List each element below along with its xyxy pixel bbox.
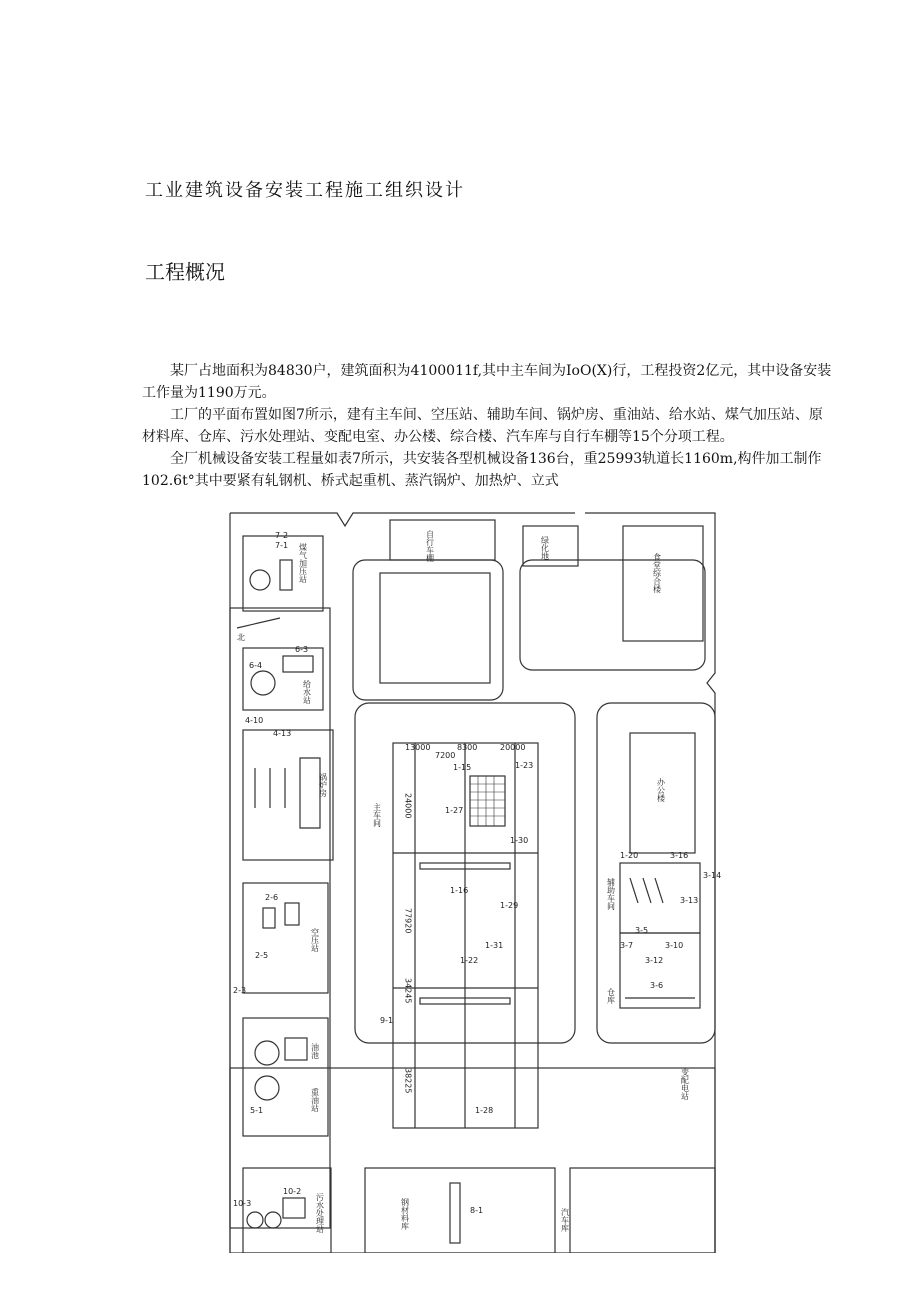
boilers	[255, 758, 320, 828]
tag-1-28: 9-1	[380, 1016, 394, 1025]
tag-1-31: 1-30	[510, 836, 529, 845]
oil-station-building	[243, 1018, 328, 1136]
tag-9-1: 3-6	[650, 981, 664, 990]
paragraph-3: 全厂机械设备安装工程量如表7所示，共安装各型机械设备136台，重25993轨道长1160m,构件加工制作102.6t°其中要紧有轧钢机、桥式起重机、蒸汽锅炉、加热炉、立式	[142, 451, 822, 489]
paragraph-area-3	[142, 448, 834, 492]
dim-77920: 77920	[403, 908, 413, 934]
canteen-label: 食堂综合楼	[652, 553, 662, 593]
aux-workshop-label: 辅助车间	[606, 878, 616, 910]
tag-2-6: 2-6	[265, 893, 279, 902]
green-label: 绿化地	[540, 536, 550, 560]
garage-building	[570, 1168, 715, 1253]
substation-label: 变配电站	[680, 1068, 690, 1100]
oil-tank-1	[255, 1041, 279, 1065]
tag-1-20: 1-15	[453, 763, 472, 772]
north-arrow	[237, 618, 280, 628]
north-label: 北	[237, 633, 245, 642]
tag-3-6: 3-5	[635, 926, 649, 935]
water-pumps	[283, 656, 313, 672]
compressor-station-label: 空压站	[310, 928, 320, 952]
tag-5-1: 5-1	[250, 1106, 264, 1115]
road-block-left	[230, 608, 330, 1228]
paragraph-area-2	[142, 404, 834, 448]
water-tank	[251, 671, 275, 695]
rolling-mill-grid-lines	[470, 776, 505, 826]
mid-top-building	[380, 573, 490, 683]
section-heading: 工程概况	[145, 260, 225, 284]
raw-material-crane	[450, 1183, 460, 1243]
rolling-mill-grid	[470, 776, 505, 826]
sewage-station-label: 污水处理站	[315, 1193, 325, 1233]
tag-1-23: 1-22	[460, 956, 479, 965]
tag-4-10: 4-10	[245, 716, 264, 725]
paragraph-2: 工厂的平面布置如图7所示，建有主车间、空压站、辅助车间、锅炉房、重油站、给水站、煤气加压站、原材料库、仓库、污水处理站、变配电室、办公楼、综合楼、汽车库与自行车棚等15个分项工程。	[142, 407, 823, 445]
tag-1-15: 1-16	[450, 886, 469, 895]
oil-pool-label: 油池	[310, 1043, 320, 1059]
tag-1-27: 1-23	[515, 761, 534, 770]
dim-13000: 13000	[405, 743, 431, 752]
gas-station-label: 煤气加压站	[298, 543, 308, 583]
raw-material-label: 钢材料库	[400, 1198, 410, 1230]
garage-label: 汽车库	[560, 1208, 570, 1232]
tag-4-13: 4-13	[273, 729, 292, 738]
tag-8-1: 8-1	[470, 1206, 484, 1215]
tag-2-5: 2-5	[255, 951, 269, 960]
paragraph-1: 某厂占地面积为84830户，建筑面积为4100011f,其中主车间为IoO(X)行，工程投资2亿元，其中设备安装工作量为1190万元。	[142, 363, 832, 401]
tag-3-10: 3-12	[645, 956, 664, 965]
dim-38225: 38225	[403, 1068, 413, 1094]
document-title: 工业建筑设备安装工程施工组织设计	[145, 180, 465, 201]
tag-1-30: 1-29	[500, 901, 519, 910]
office-label: 办公楼	[656, 778, 666, 802]
canteen-building	[623, 526, 703, 641]
main-workshop-label: 主车间	[372, 803, 382, 827]
dim-24000: 24000	[403, 793, 413, 819]
tag-3-16: 1-20	[620, 851, 639, 860]
sewage-tank-1	[247, 1212, 263, 1228]
aux-equipment	[630, 878, 663, 903]
bike-shed-label: 自行车棚	[425, 530, 435, 562]
compressor-unit	[263, 908, 275, 928]
tag-1-22: 1-31	[485, 941, 504, 950]
boiler-room-label: 锅炉房	[318, 773, 328, 797]
dim-8300: 8300	[457, 743, 478, 752]
water-station-label: 给水站	[302, 680, 312, 704]
tag-10-3: 10-3	[233, 1199, 252, 1208]
sewage-equipment	[283, 1198, 305, 1218]
compressor-unit-2	[285, 903, 299, 925]
road-block-top-mid	[353, 560, 503, 700]
oil-pool	[285, 1038, 307, 1060]
dim-34245: 34245	[403, 978, 413, 1004]
tag-3-5: 3-7	[620, 941, 634, 950]
tag-7-1: 7-1	[275, 541, 289, 550]
warehouse-label: 仓库	[606, 988, 616, 1004]
road-block-bottom	[230, 1068, 715, 1253]
site-plan-figure	[225, 508, 725, 1253]
tag-1-16: 1-27	[445, 806, 464, 815]
tag-2-3: 2-3	[233, 986, 247, 995]
gas-holder	[250, 570, 270, 590]
tag-6-4: 6-4	[249, 661, 263, 670]
oil-tank-2	[255, 1076, 279, 1100]
tag-6-3: 6-3	[295, 645, 309, 654]
paragraph-area	[142, 360, 834, 404]
tag-3-14: 3-16	[670, 851, 689, 860]
dim-20000: 20000	[500, 743, 526, 752]
sewage-tank-2	[265, 1212, 281, 1228]
tag-3-7: 3-10	[665, 941, 684, 950]
oil-station-label: 重油站	[310, 1088, 320, 1112]
tag-1-29: 1-28	[475, 1106, 494, 1115]
tag-3-12: 3-13	[680, 896, 699, 905]
tag-3-13: 3-14	[703, 871, 722, 880]
gas-equipment	[280, 560, 292, 590]
tag-10-2: 10-2	[283, 1187, 302, 1196]
bike-shed-building	[390, 520, 495, 560]
road-block-top-right	[520, 560, 705, 670]
dim-7200: 7200	[435, 751, 456, 760]
tag-7-2: 7-2	[275, 531, 289, 540]
